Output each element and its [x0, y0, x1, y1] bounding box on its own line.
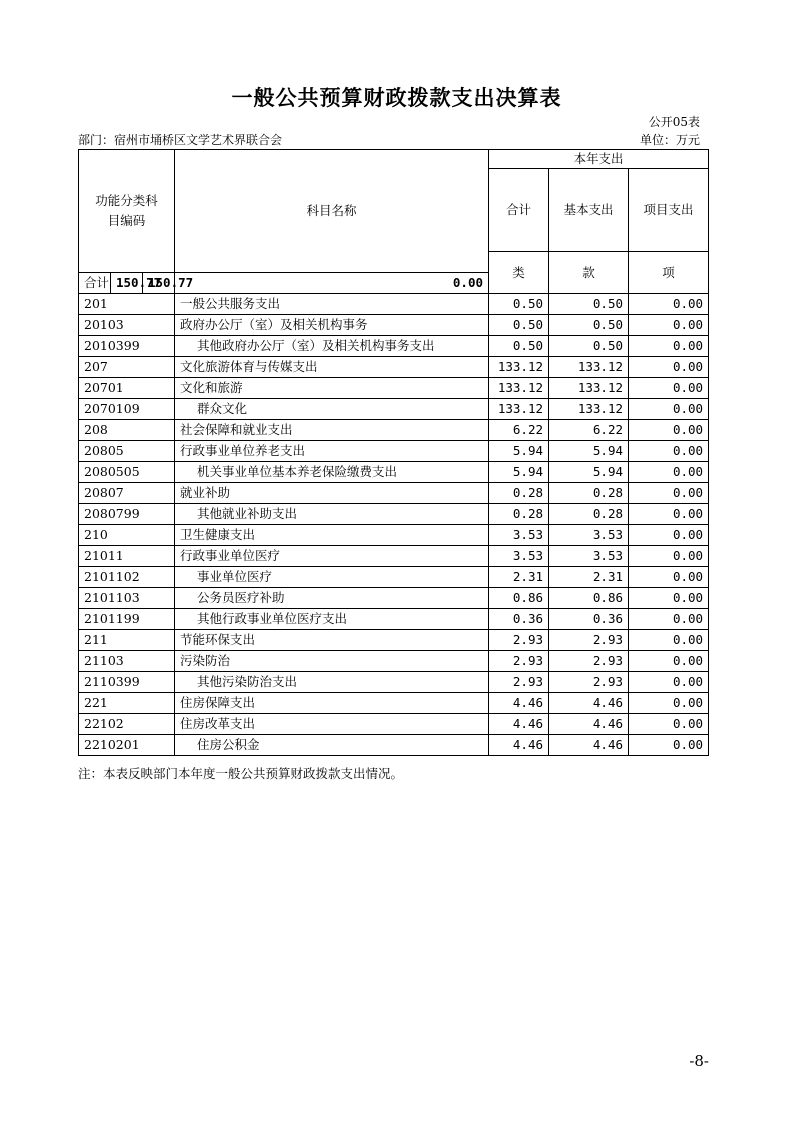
lei-header: 类 [489, 252, 549, 294]
row-basic: 133.12 [549, 357, 629, 378]
sum-basic: 150.77 [143, 273, 175, 294]
row-code: 2210201 [79, 735, 175, 756]
row-code: 221 [79, 693, 175, 714]
row-total: 3.53 [489, 546, 549, 567]
row-basic: 2.93 [549, 630, 629, 651]
row-code: 211 [79, 630, 175, 651]
row-name: 文化和旅游 [175, 378, 489, 399]
row-project: 0.00 [629, 378, 709, 399]
row-project: 0.00 [629, 315, 709, 336]
row-project: 0.00 [629, 462, 709, 483]
row-name: 其他污染防治支出 [175, 672, 489, 693]
row-project: 0.00 [629, 735, 709, 756]
row-project: 0.00 [629, 630, 709, 651]
row-basic: 5.94 [549, 462, 629, 483]
row-code: 210 [79, 525, 175, 546]
code-header: 功能分类科目编码 [79, 150, 175, 273]
row-project: 0.00 [629, 483, 709, 504]
row-basic: 4.46 [549, 693, 629, 714]
table-row [79, 420, 709, 441]
row-total: 4.46 [489, 693, 549, 714]
row-code: 20701 [79, 378, 175, 399]
form-number: 公开05表 [648, 115, 700, 129]
row-total: 2.93 [489, 672, 549, 693]
row-total: 5.94 [489, 462, 549, 483]
kuan-header: 款 [549, 252, 629, 294]
row-code: 2101102 [79, 567, 175, 588]
row-name: 住房公积金 [175, 735, 489, 756]
unit-label: 单位：万元 [639, 133, 700, 147]
row-total: 0.28 [489, 504, 549, 525]
row-code: 20807 [79, 483, 175, 504]
row-total: 4.46 [489, 714, 549, 735]
row-name: 住房改革支出 [175, 714, 489, 735]
row-total: 0.50 [489, 315, 549, 336]
table-row [79, 462, 709, 483]
row-basic: 133.12 [549, 378, 629, 399]
sum-project: 0.00 [175, 273, 489, 294]
row-code: 2070109 [79, 399, 175, 420]
sum-label: 合计 [79, 273, 111, 294]
table-row [79, 672, 709, 693]
basic-header: 基本支出 [549, 169, 629, 252]
table-row [79, 525, 709, 546]
page-number: -8- [689, 1052, 709, 1070]
table-row [79, 336, 709, 357]
row-total: 0.50 [489, 294, 549, 315]
row-basic: 2.93 [549, 672, 629, 693]
sum-total: 150.77 [111, 273, 143, 294]
row-basic: 3.53 [549, 546, 629, 567]
table-row [79, 399, 709, 420]
row-project: 0.00 [629, 525, 709, 546]
row-code: 201 [79, 294, 175, 315]
row-code: 207 [79, 357, 175, 378]
row-project: 0.00 [629, 546, 709, 567]
table-row [79, 609, 709, 630]
row-total: 0.50 [489, 336, 549, 357]
row-total: 0.86 [489, 588, 549, 609]
row-code: 2080505 [79, 462, 175, 483]
row-code: 20103 [79, 315, 175, 336]
row-total: 2.31 [489, 567, 549, 588]
row-code: 2010399 [79, 336, 175, 357]
row-name: 行政事业单位养老支出 [175, 441, 489, 462]
row-name: 其他就业补助支出 [175, 504, 489, 525]
row-name: 政府办公厅（室）及相关机构事务 [175, 315, 489, 336]
row-basic: 6.22 [549, 420, 629, 441]
row-name: 污染防治 [175, 651, 489, 672]
row-code: 21103 [79, 651, 175, 672]
table-row [79, 693, 709, 714]
row-name: 其他政府办公厅（室）及相关机构事务支出 [175, 336, 489, 357]
row-basic: 2.93 [549, 651, 629, 672]
row-basic: 0.86 [549, 588, 629, 609]
table-row [79, 735, 709, 756]
row-total: 133.12 [489, 357, 549, 378]
row-name: 住房保障支出 [175, 693, 489, 714]
document-title: 一般公共预算财政拨款支出决算表 [231, 86, 562, 110]
row-project: 0.00 [629, 651, 709, 672]
project-header: 项目支出 [629, 169, 709, 252]
row-basic: 0.50 [549, 315, 629, 336]
row-project: 0.00 [629, 693, 709, 714]
department-label: 部门：宿州市埇桥区文学艺术界联合会 [78, 133, 283, 147]
current-year-header: 本年支出 [489, 150, 709, 169]
table-row [79, 651, 709, 672]
table-row [79, 483, 709, 504]
row-name: 就业补助 [175, 483, 489, 504]
table-row [79, 357, 709, 378]
row-code: 20805 [79, 441, 175, 462]
row-code: 21011 [79, 546, 175, 567]
row-project: 0.00 [629, 504, 709, 525]
row-basic: 3.53 [549, 525, 629, 546]
row-project: 0.00 [629, 609, 709, 630]
row-code: 2101103 [79, 588, 175, 609]
row-name: 社会保障和就业支出 [175, 420, 489, 441]
table-row [79, 378, 709, 399]
row-name: 节能环保支出 [175, 630, 489, 651]
table-row [79, 630, 709, 651]
row-code: 2101199 [79, 609, 175, 630]
row-total: 4.46 [489, 735, 549, 756]
row-project: 0.00 [629, 588, 709, 609]
table-row [79, 441, 709, 462]
row-code: 2110399 [79, 672, 175, 693]
name-header: 科目名称 [175, 150, 489, 273]
total-header: 合计 [489, 169, 549, 252]
row-basic: 4.46 [549, 714, 629, 735]
row-name: 行政事业单位医疗 [175, 546, 489, 567]
row-project: 0.00 [629, 714, 709, 735]
table-note: 注：本表反映部门本年度一般公共预算财政拨款支出情况。 [78, 766, 404, 781]
row-name: 卫生健康支出 [175, 525, 489, 546]
row-project: 0.00 [629, 441, 709, 462]
row-name: 文化旅游体育与传媒支出 [175, 357, 489, 378]
row-name: 一般公共服务支出 [175, 294, 489, 315]
table-row [79, 714, 709, 735]
row-name: 事业单位医疗 [175, 567, 489, 588]
row-code: 2080799 [79, 504, 175, 525]
row-name: 其他行政事业单位医疗支出 [175, 609, 489, 630]
table-row [79, 315, 709, 336]
xiang-header: 项 [629, 252, 709, 294]
row-project: 0.00 [629, 357, 709, 378]
row-project: 0.00 [629, 294, 709, 315]
row-total: 2.93 [489, 651, 549, 672]
row-name: 公务员医疗补助 [175, 588, 489, 609]
table-row [79, 588, 709, 609]
row-code: 208 [79, 420, 175, 441]
row-project: 0.00 [629, 420, 709, 441]
row-code: 22102 [79, 714, 175, 735]
row-basic: 0.28 [549, 483, 629, 504]
table-row [79, 567, 709, 588]
table-row [79, 294, 709, 315]
row-name: 机关事业单位基本养老保险缴费支出 [175, 462, 489, 483]
row-project: 0.00 [629, 672, 709, 693]
row-basic: 0.36 [549, 609, 629, 630]
row-basic: 5.94 [549, 441, 629, 462]
table-row [79, 546, 709, 567]
row-project: 0.00 [629, 336, 709, 357]
row-total: 5.94 [489, 441, 549, 462]
row-total: 6.22 [489, 420, 549, 441]
row-basic: 0.50 [549, 336, 629, 357]
row-basic: 133.12 [549, 399, 629, 420]
row-basic: 2.31 [549, 567, 629, 588]
row-total: 0.28 [489, 483, 549, 504]
row-total: 3.53 [489, 525, 549, 546]
row-basic: 0.50 [549, 294, 629, 315]
row-total: 2.93 [489, 630, 549, 651]
row-basic: 4.46 [549, 735, 629, 756]
table-row [79, 504, 709, 525]
expenditure-table [78, 149, 709, 756]
row-total: 133.12 [489, 378, 549, 399]
row-basic: 0.28 [549, 504, 629, 525]
row-project: 0.00 [629, 567, 709, 588]
row-name: 群众文化 [175, 399, 489, 420]
row-total: 0.36 [489, 609, 549, 630]
row-total: 133.12 [489, 399, 549, 420]
row-project: 0.00 [629, 399, 709, 420]
